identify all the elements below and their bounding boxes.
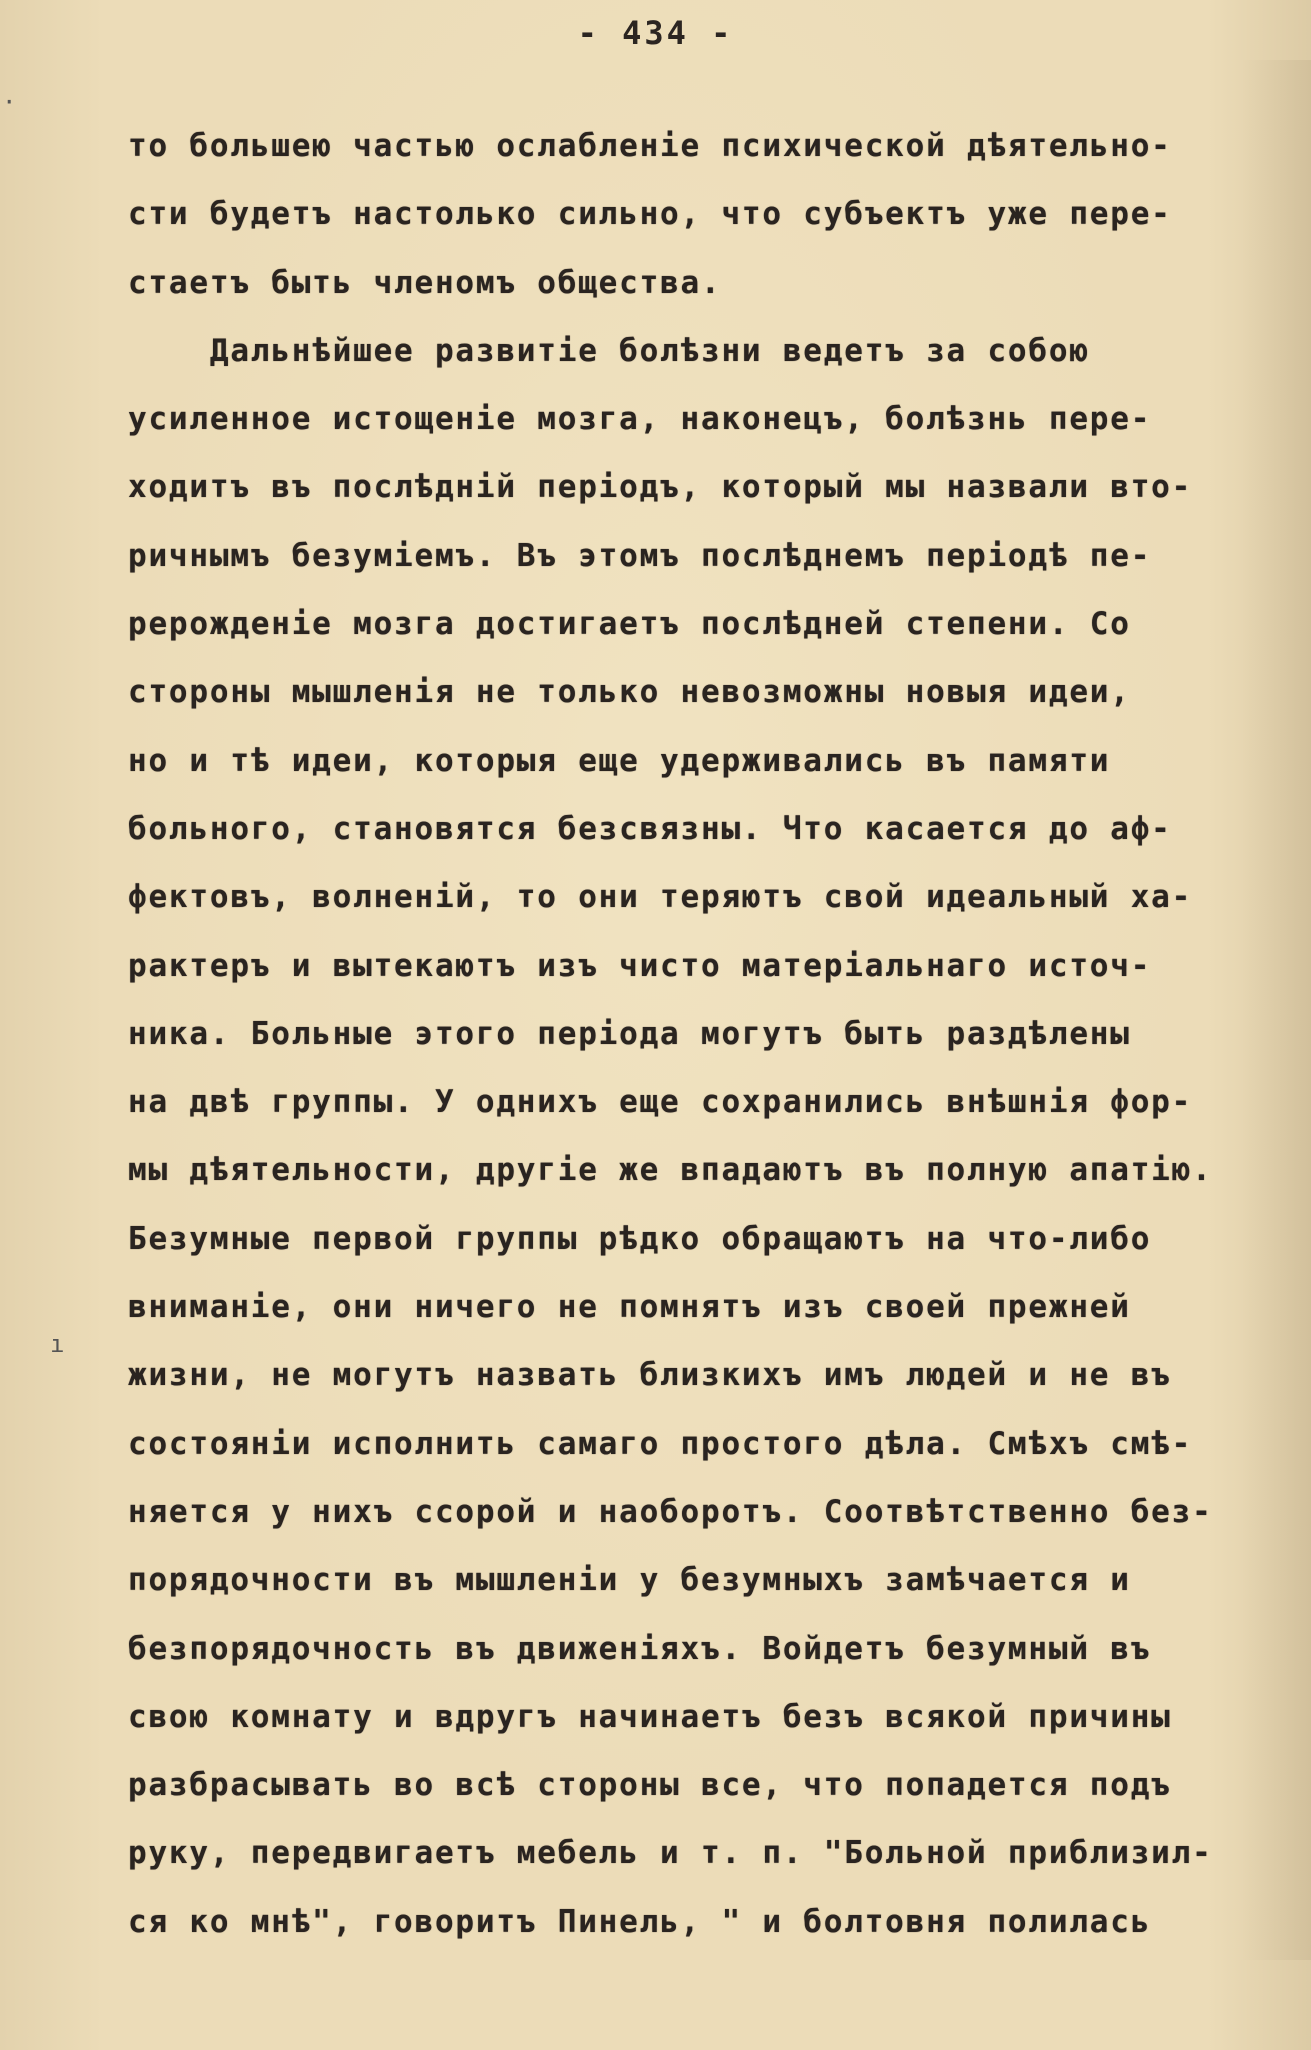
text-line: жизни, не могутъ назвать близкихъ имъ людей и не въ [128, 1357, 1172, 1394]
text-line: но и тѣ идеи, которыя еще удерживались въ памяти [128, 742, 1111, 779]
text-line: ричнымъ безуміемъ. Въ этомъ послѣднемъ періодѣ пе- [128, 537, 1152, 574]
text-line: стаетъ быть членомъ общества. [128, 264, 722, 301]
text-line: больного, становятся безсвязны. Что касается до аф- [128, 810, 1172, 847]
text-line: рактеръ и вытекаютъ изъ чисто матеріальнаго источ- [128, 947, 1152, 984]
text-line: разбрасывать во всѣ стороны все, что попадется подъ [128, 1767, 1172, 1804]
text-line: фектовъ, волненій, то они теряютъ свой идеальный ха- [128, 879, 1193, 916]
text-line: свою комнату и вдругъ начинаетъ безъ всякой причины [128, 1698, 1172, 1735]
text-line: усиленное истощеніе мозга, наконецъ, болѣзнь пере- [128, 401, 1152, 438]
text-line: ся ко мнѣ", говоритъ Пинель, " и болтовня полилась [128, 1903, 1152, 1940]
margin-speck: · [2, 88, 17, 116]
text-line: рерожденіе мозга достигаетъ послѣдней степени. Со [128, 606, 1131, 643]
text-line: Дальнѣйшее развитіе болѣзни ведетъ за собою [128, 332, 1090, 369]
text-line: ника. Больные этого періода могутъ быть раздѣлены [128, 1015, 1131, 1052]
text-line: то большею частью ослабленіе психической дѣятельно- [128, 128, 1172, 164]
text-line: няется у нихъ ссорой и наоборотъ. Соотвѣтственно без- [128, 1493, 1213, 1530]
page-edge-shadow [1241, 60, 1311, 1960]
text-line: стороны мышленія не только невозможны новыя идеи, [128, 674, 1131, 711]
text-line: руку, передвигаетъ мебель и т. п. "Больной приблизил- [128, 1835, 1213, 1872]
text-line: мы дѣятельности, другіе же впадаютъ въ полную апатію. [128, 1152, 1213, 1189]
text-line: вниманіе, они ничего не помнятъ изъ своей прежней [128, 1289, 1131, 1326]
text-line: ходитъ въ послѣдній періодъ, который мы назвали вто- [128, 469, 1193, 506]
margin-speck: ı [50, 1330, 65, 1358]
page-number: - 434 - [577, 14, 734, 52]
text-line: порядочности въ мышленіи у безумныхъ замѣчается и [128, 1562, 1131, 1599]
text-line: безпорядочность въ движеніяхъ. Войдетъ безумный въ [128, 1630, 1152, 1667]
text-line: состояніи исполнить самаго простого дѣла. Смѣхъ смѣ- [128, 1425, 1193, 1462]
text-line: на двѣ группы. У однихъ еще сохранились внѣшнія фор- [128, 1084, 1193, 1121]
text-line: сти будетъ настолько сильно, что субъектъ уже пере- [128, 196, 1172, 233]
text-line: Безумные первой группы рѣдко обращаютъ на что-либо [128, 1220, 1152, 1257]
body-text [128, 112, 1248, 1956]
